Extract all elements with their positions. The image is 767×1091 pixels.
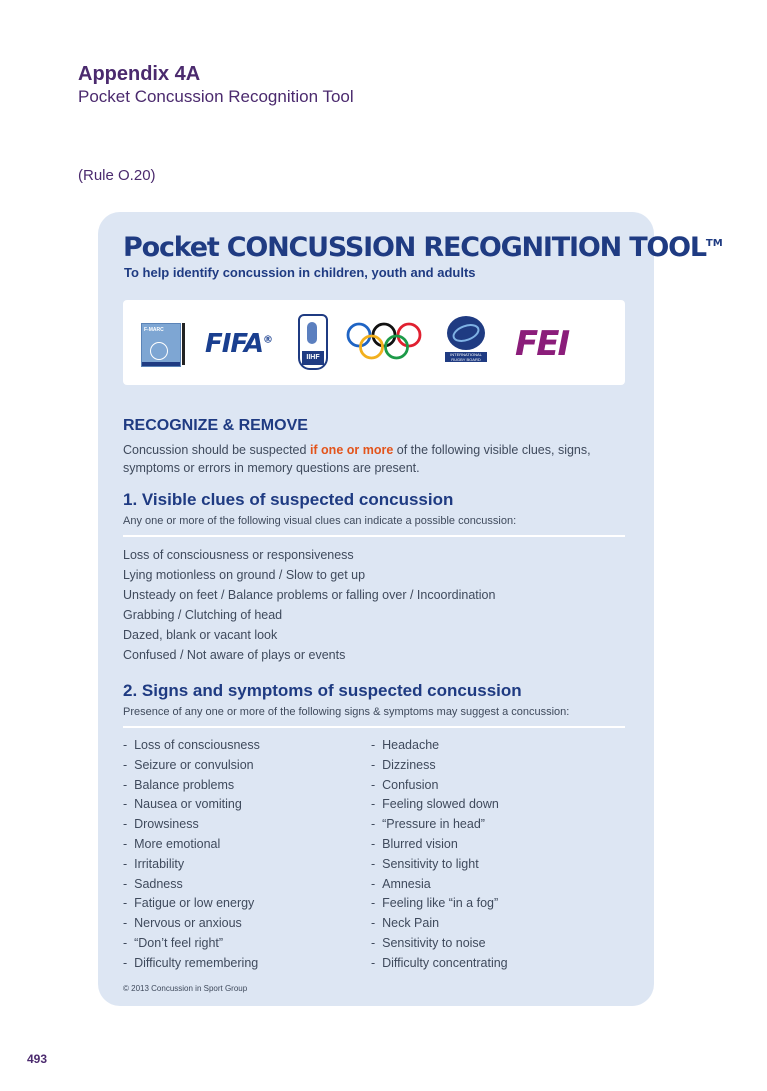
- signs-symptoms-heading: 2. Signs and symptoms of suspected concussion: [123, 681, 522, 700]
- fmarc-logo: F-MARC: [141, 323, 181, 367]
- list-item: - Difficulty remembering: [123, 954, 260, 974]
- divider: [123, 535, 625, 537]
- recognize-intro: Concussion should be suspected if one or more of the following visible clues, signs, symptoms or errors in memory questions are present.: [123, 443, 591, 475]
- list-item: - Amnesia: [371, 875, 508, 895]
- rule-reference: (Rule O.20): [78, 167, 156, 184]
- list-item: - “Pressure in head”: [371, 815, 508, 835]
- fei-logo: FEI: [515, 324, 569, 364]
- highlight-text: if one or more: [309, 443, 394, 457]
- olympic-rings-icon: [345, 322, 423, 362]
- list-item: Confused / Not aware of plays or events: [123, 648, 346, 662]
- list-item: - Confusion: [371, 776, 508, 796]
- list-item: - Feeling like “in a fog”: [371, 894, 508, 914]
- list-item: - Headache: [371, 736, 508, 756]
- visible-clues-list: [123, 545, 495, 665]
- list-item: Lying motionless on ground / Slow to get up: [123, 568, 366, 582]
- trademark-mark: TM: [705, 238, 723, 249]
- list-item: - Drowsiness: [123, 815, 260, 835]
- symptoms-list-left: [123, 736, 260, 974]
- list-item: - Seizure or convulsion: [123, 756, 260, 776]
- sponsor-logos: [123, 300, 625, 385]
- list-item: - Loss of consciousness: [123, 736, 260, 756]
- copyright-text: © 2013 Concussion in Sport Group: [123, 984, 248, 993]
- card-title: Pocket CONCUSSION RECOGNITION TOOL™: [123, 232, 723, 263]
- list-item: - Nervous or anxious: [123, 914, 260, 934]
- card-subtitle: To help identify concussion in children, youth and adults: [124, 265, 476, 280]
- list-item: Unsteady on feet / Balance problems or falling over / Incoordination: [123, 588, 496, 602]
- list-item: - “Don’t feel right”: [123, 934, 260, 954]
- rugby-ball-icon: [451, 322, 481, 344]
- list-item: - Irritability: [123, 855, 260, 875]
- page-number: 493: [27, 1052, 48, 1066]
- signs-symptoms-description: Presence of any one or more of the following signs & symptoms may suggest a concussion:: [123, 706, 570, 718]
- list-item: - Sadness: [123, 875, 260, 895]
- visible-clues-heading: 1. Visible clues of suspected concussion: [123, 490, 454, 509]
- symptoms-list-right: [371, 736, 508, 974]
- list-item: - Blurred vision: [371, 835, 508, 855]
- fmarc-logo-bar: [182, 323, 185, 365]
- appendix-title: Appendix 4A: [78, 63, 201, 85]
- list-item: Loss of consciousness or responsiveness: [123, 548, 354, 562]
- list-item: - Difficulty concentrating: [371, 954, 508, 974]
- list-item: Dazed, blank or vacant look: [123, 628, 278, 642]
- list-item: - Feeling slowed down: [371, 795, 508, 815]
- list-item: - Balance problems: [123, 776, 260, 796]
- recognize-remove-heading: RECOGNIZE & REMOVE: [123, 417, 308, 434]
- list-item: - Nausea or vomiting: [123, 795, 260, 815]
- list-item: - Sensitivity to light: [371, 855, 508, 875]
- list-item: - Neck Pain: [371, 914, 508, 934]
- list-item: - Dizziness: [371, 756, 508, 776]
- appendix-subtitle: Pocket Concussion Recognition Tool: [78, 87, 354, 106]
- iihf-logo: IIHF: [298, 314, 328, 370]
- list-item: - Sensitivity to noise: [371, 934, 508, 954]
- visible-clues-description: Any one or more of the following visual clues can indicate a possible concussion:: [123, 515, 517, 527]
- concussion-tool-card: [98, 212, 723, 1006]
- fifa-logo: FIFA®: [205, 329, 272, 359]
- list-item: Grabbing / Clutching of head: [123, 608, 283, 622]
- divider: [123, 726, 625, 728]
- irb-logo: INTERNATIONAL RUGBY BOARD: [445, 314, 487, 362]
- list-item: - Fatigue or low energy: [123, 894, 260, 914]
- list-item: - More emotional: [123, 835, 260, 855]
